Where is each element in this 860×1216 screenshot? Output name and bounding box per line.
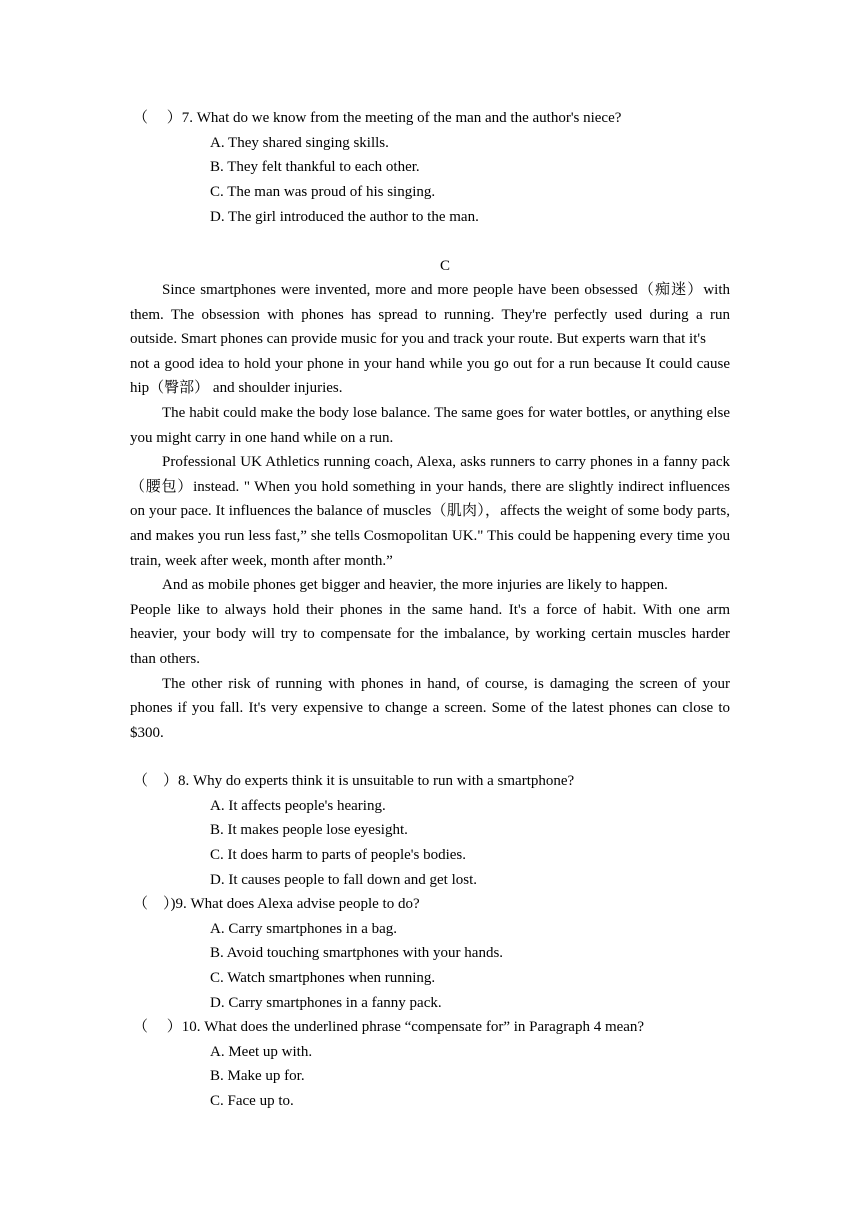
question-9 [133,892,420,917]
passage-paragraph-4: And as mobile phones get bigger and heavier, the more injuries are likely to happen. [162,577,668,594]
q9-option-d: D. Carry smartphones in a fanny pack. [210,995,442,1011]
answer-bracket: （ ） [133,1019,182,1035]
q8-option-d: D. It causes people to fall down and get lost. [210,872,478,888]
answer-bracket: （ ） [133,773,179,789]
question-stem: )9. What does Alexa advise people to do? [170,896,420,912]
passage-paragraph-3: Professional UK Athletics running coach, Alexa, asks runners to carry phones in a fanny pack（腰包）instead. " When you hold something in your hands, there are slightly indirect influences on your pace. It influences the balance of muscles（肌肉），affects the weight of some body parts, and makes you run less fast,” she tells Cosmopolitan UK." This could be happening every time you train, week after week, month after month.” [130,454,730,569]
answer-bracket: （ ） [133,110,182,126]
q7-option-d: D. The girl introduced the author to the man. [210,209,479,225]
passage-paragraph-1: Since smartphones were invented, more and more people have been obsessed（痴迷）with them. The obsession with phones has spread to running. They're perfectly used during a run outside. Smart phones can provide music for you and track your route. But experts warn that it's [130,282,730,348]
passage-paragraph-1-cont: not a good idea to hold your phone in your hand while you go out for a run because It could cause hip（臀部） and shoulder injuries. [130,355,730,397]
q10-option-a: A. Meet up with. [210,1044,313,1060]
q7-option-a: A. They shared singing skills. [210,135,389,151]
question-stem: 7. What do we know from the meeting of the man and the author's niece? [181,110,622,126]
q8-option-a: A. It affects people's hearing. [210,798,386,814]
q7-option-c: C. The man was proud of his singing. [210,184,436,200]
section-heading: C [439,258,450,274]
question-stem: 8. Why do experts think it is unsuitable to run with a smartphone? [178,773,575,789]
q8-option-b: B. It makes people lose eyesight. [210,822,408,838]
passage-paragraph-2: The habit could make the body lose balance. The same goes for water bottles, or anything else you might carry in one hand while on a run. [130,404,730,446]
q9-option-b: B. Avoid touching smartphones with your hands. [210,945,504,961]
q7-option-b: B. They felt thankful to each other. [210,159,420,175]
passage-paragraph-5: The other risk of running with phones in hand, of course, is damaging the screen of your phones if you fall. It's very expensive to change a screen. Some of the latest phones can close to $300. [130,675,730,741]
q9-option-a: A. Carry smartphones in a bag. [210,921,398,937]
answer-bracket: （ ） [133,896,171,912]
question-8 [133,769,574,794]
question-stem: 10. What does the underlined phrase “compensate for” in Paragraph 4 mean? [181,1019,645,1035]
question-10 [133,1015,644,1040]
passage [130,278,730,745]
question-7 [133,106,621,131]
q9-option-c: C. Watch smartphones when running. [210,970,436,986]
passage-paragraph-4-cont: People like to always hold their phones in the same hand. It's a force of habit. With one arm heavier, your body will try to compensate for the imbalance, by working certain muscles harder than others. [130,601,730,667]
q10-option-b: B. Make up for. [210,1068,305,1084]
q10-option-c: C. Face up to. [210,1093,294,1109]
q8-option-c: C. It does harm to parts of people's bodies. [210,847,466,863]
